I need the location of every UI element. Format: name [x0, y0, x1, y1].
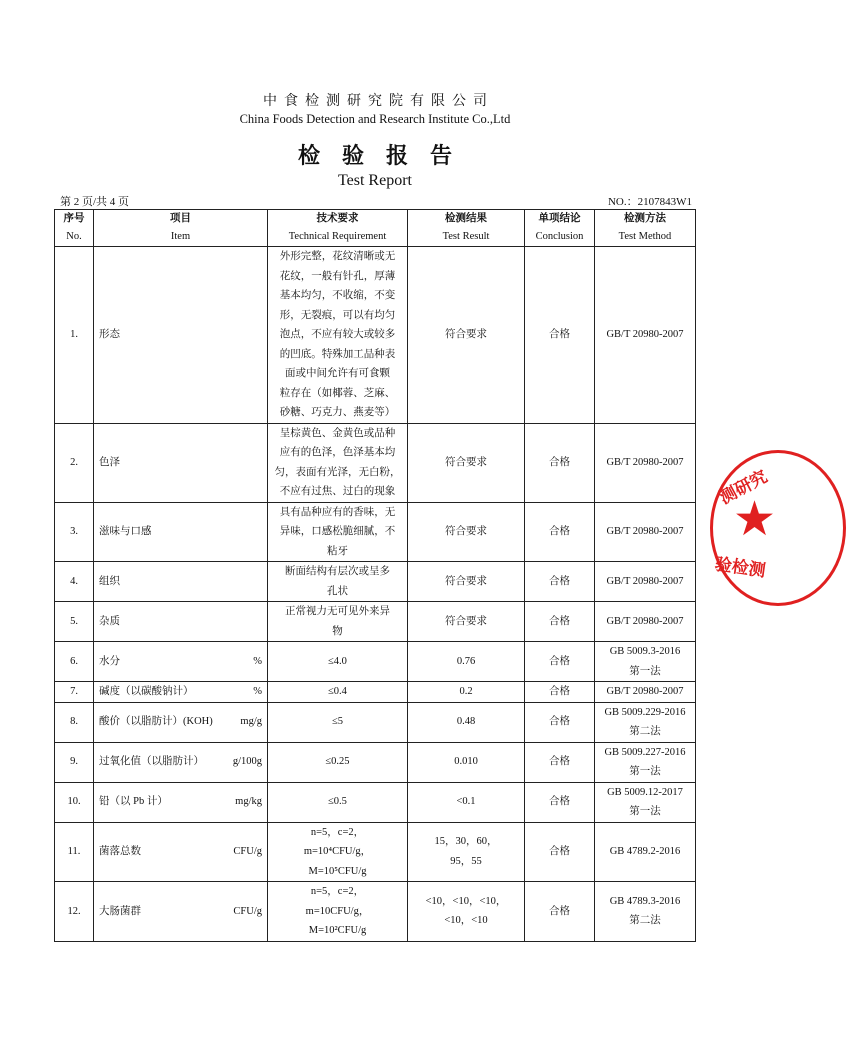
row-item: [94, 562, 268, 602]
row-conclusion: 合格: [525, 602, 595, 642]
row-requirement: 断面结构有层次或呈多 孔状: [268, 562, 408, 602]
row-conclusion: 合格: [525, 682, 595, 703]
row-requirement: 具有品种应有的香味，无 异味，口感松脆细腻，不 粘牙: [268, 502, 408, 562]
table-row: [55, 602, 696, 642]
row-method: GB/T 20980-2007: [595, 502, 696, 562]
row-result: <0.1: [408, 782, 525, 822]
table-body: [55, 247, 696, 942]
row-requirement: ≤0.25: [268, 742, 408, 782]
col-header-method: 检测方法 Test Method: [595, 210, 696, 247]
row-item: [94, 742, 268, 782]
table-row: [55, 247, 696, 424]
item-name: 杂质: [99, 615, 120, 627]
item-name: 大肠菌群: [99, 905, 141, 917]
row-item: [94, 423, 268, 502]
row-method: GB 4789.3-2016 第二法: [595, 882, 696, 942]
row-number: 2.: [55, 423, 94, 502]
item-name: 碱度（以碳酸钠计）: [99, 686, 194, 697]
item-name: 滋味与口感: [99, 526, 152, 537]
row-number: 7.: [55, 682, 94, 703]
row-result: 0.2: [408, 682, 525, 703]
item-name: 铅（以 Pb 计）: [99, 796, 168, 808]
table-row: [55, 822, 696, 882]
col-header-no: 序号 No.: [55, 210, 94, 247]
item-name: 形态: [99, 329, 120, 340]
row-method: GB 5009.12-2017 第一法: [595, 782, 696, 822]
row-requirement: n=5，c=2， m=10⁴CFU/g， M=10⁵CFU/g: [268, 822, 408, 882]
item-name: 菌落总数: [99, 846, 141, 857]
table-row: [55, 742, 696, 782]
table-row: [55, 562, 696, 602]
table-row: [55, 782, 696, 822]
item-unit: CFU/g: [233, 905, 262, 917]
report-title-cn: 检验报告: [297, 143, 474, 169]
row-result: 符合要求: [408, 423, 525, 502]
stamp-top-text: 测研究: [716, 466, 771, 509]
report-header: [0, 90, 750, 190]
row-number: 5.: [55, 602, 94, 642]
row-item: [94, 502, 268, 562]
row-result: 15，30，60， 95，55: [408, 822, 525, 882]
company-name-en: China Foods Detection and Research Institute Co.,Ltd: [239, 112, 511, 126]
col-header-requirement: 技术要求 Technical Requirement: [268, 210, 408, 247]
row-method: GB/T 20980-2007: [595, 562, 696, 602]
star-icon: ★: [733, 491, 777, 547]
item-unit: mg/kg: [235, 796, 262, 808]
stamp-bottom-text: 验检测: [713, 554, 767, 582]
row-item: [94, 882, 268, 942]
row-result: 0.76: [408, 642, 525, 682]
row-method: GB 4789.2-2016: [595, 822, 696, 882]
row-number: 11.: [55, 822, 94, 882]
row-number: 10.: [55, 782, 94, 822]
row-conclusion: 合格: [525, 562, 595, 602]
row-number: 4.: [55, 562, 94, 602]
table-row: [55, 702, 696, 742]
col-header-item: 项目 Item: [94, 210, 268, 247]
table-row: [55, 423, 696, 502]
row-conclusion: 合格: [525, 423, 595, 502]
item-name: 过氧化值（以脂肪计）: [99, 756, 204, 768]
col-header-conclusion: 单项结论 Conclusion: [525, 210, 595, 247]
item-unit: mg/g: [240, 716, 262, 728]
row-result: 符合要求: [408, 602, 525, 642]
test-results-table: [54, 209, 696, 942]
row-method: GB/T 20980-2007: [595, 602, 696, 642]
item-name: 酸价（以脂肪计）(KOH): [99, 716, 213, 728]
row-method: GB 5009.3-2016 第一法: [595, 642, 696, 682]
table-row: [55, 682, 696, 703]
row-number: 9.: [55, 742, 94, 782]
row-requirement: ≤0.5: [268, 782, 408, 822]
row-number: 1.: [55, 247, 94, 424]
table-header-row: [55, 210, 696, 247]
row-item: [94, 682, 268, 703]
row-conclusion: 合格: [525, 247, 595, 424]
row-requirement: 正常视力无可见外来异 物: [268, 602, 408, 642]
row-requirement: ≤5: [268, 702, 408, 742]
item-unit: %: [253, 655, 262, 667]
row-item: [94, 822, 268, 882]
row-method: GB/T 20980-2007: [595, 247, 696, 424]
row-result: 符合要求: [408, 247, 525, 424]
official-seal-stamp: [710, 450, 846, 606]
row-item: [94, 642, 268, 682]
row-conclusion: 合格: [525, 642, 595, 682]
row-result: 符合要求: [408, 502, 525, 562]
item-unit: g/100g: [232, 756, 262, 768]
col-header-result: 检测结果 Test Result: [408, 210, 525, 247]
row-item: [94, 247, 268, 424]
row-number: 3.: [55, 502, 94, 562]
table-row: [55, 882, 696, 942]
row-method: GB/T 20980-2007: [595, 423, 696, 502]
item-name: 色泽: [99, 456, 120, 468]
row-item: [94, 782, 268, 822]
row-number: 8.: [55, 702, 94, 742]
row-requirement: ≤4.0: [268, 642, 408, 682]
item-name: 水分: [99, 655, 120, 667]
table-row: [55, 502, 696, 562]
row-item: [94, 702, 268, 742]
item-name: 组织: [99, 575, 120, 587]
item-unit: CFU/g: [233, 846, 262, 857]
row-requirement: 外形完整，花纹清晰或无 花纹，一般有针孔，厚薄 基本均匀，不收缩，不变 形，无裂痕，可以有均匀 泡点，不应有较大或较多 的凹底。特殊加工品种表 面或中间允许有可食颗 粒存在（如椰蓉、芝麻、 砂糖、巧克力、燕麦等）: [268, 247, 408, 424]
row-conclusion: 合格: [525, 822, 595, 882]
report-number: NO.：2107843W1: [607, 196, 692, 208]
table-row: [55, 642, 696, 682]
row-result: 符合要求: [408, 562, 525, 602]
row-conclusion: 合格: [525, 702, 595, 742]
company-name-cn: 中食检测研究院有限公司: [263, 93, 494, 109]
row-requirement: ≤0.4: [268, 682, 408, 703]
item-unit: %: [253, 686, 262, 697]
row-result: 0.010: [408, 742, 525, 782]
row-conclusion: 合格: [525, 742, 595, 782]
row-number: 12.: [55, 882, 94, 942]
row-requirement: n=5，c=2， m=10CFU/g， M=10²CFU/g: [268, 882, 408, 942]
row-conclusion: 合格: [525, 502, 595, 562]
row-method: GB 5009.229-2016 第二法: [595, 702, 696, 742]
page-indicator: 第 2 页/共 4 页: [60, 196, 130, 208]
row-requirement: 呈棕黄色、金黄色或品种 应有的色泽，色泽基本均 匀，表面有光泽，无白粉， 不应有过焦、过白的现象: [268, 423, 408, 502]
row-item: [94, 602, 268, 642]
row-conclusion: 合格: [525, 882, 595, 942]
row-method: GB 5009.227-2016 第一法: [595, 742, 696, 782]
row-result: <10，<10，<10， <10，<10: [408, 882, 525, 942]
row-method: GB/T 20980-2007: [595, 682, 696, 703]
row-conclusion: 合格: [525, 782, 595, 822]
row-number: 6.: [55, 642, 94, 682]
report-title-en: Test Report: [338, 172, 412, 189]
row-result: 0.48: [408, 702, 525, 742]
